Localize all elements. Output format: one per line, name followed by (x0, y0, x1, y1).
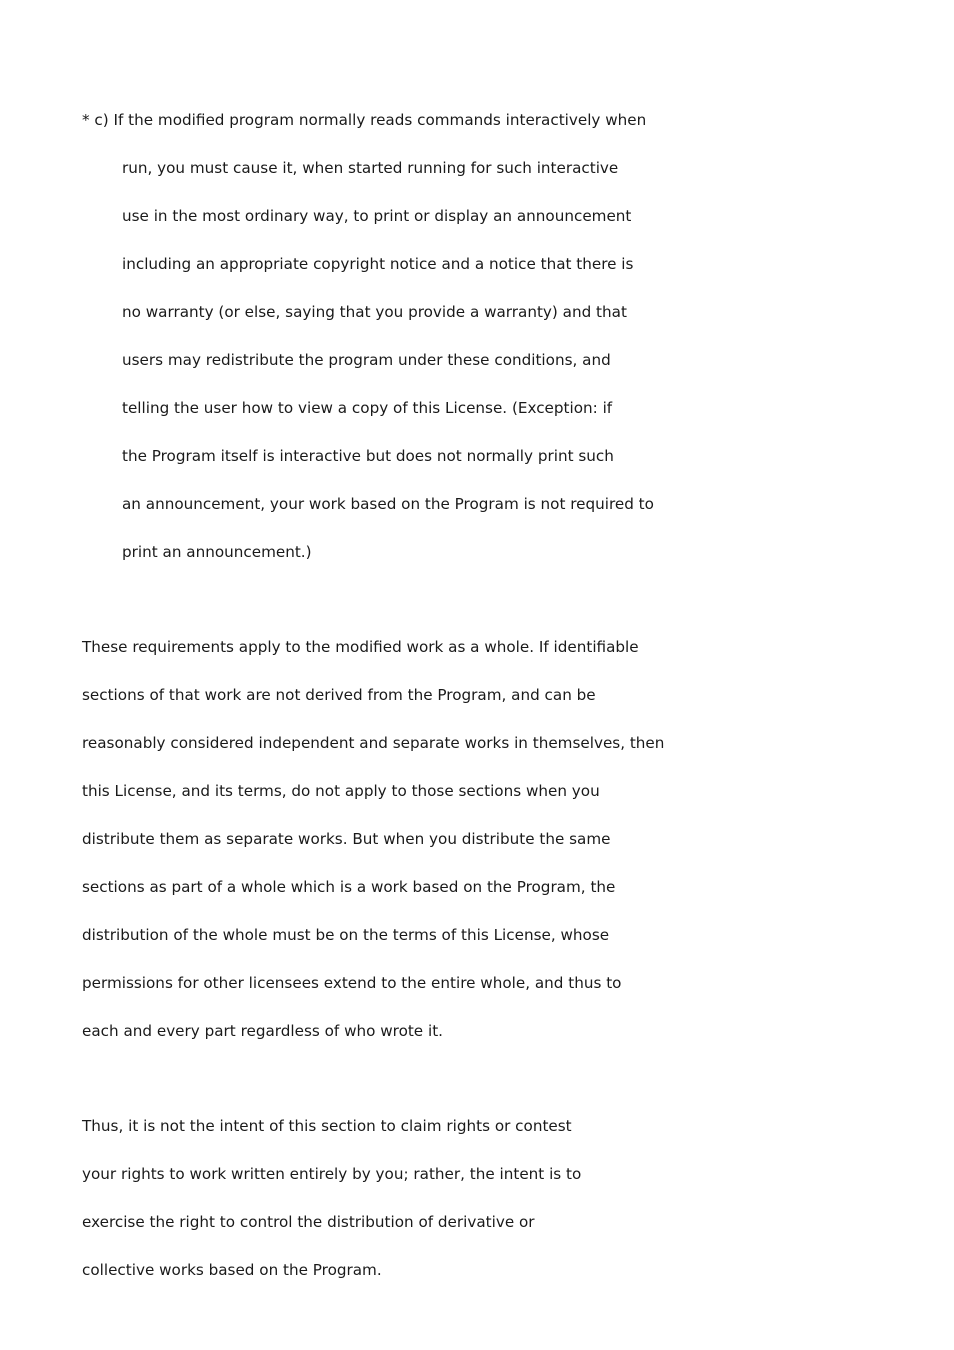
paragraph-1-line: sections of that work are not derived from the Program, and can be (82, 686, 596, 704)
paragraph-1-line: sections as part of a whole which is a work based on the Program, the (82, 878, 616, 896)
item-c-line: use in the most ordinary way, to print or display an announcement (122, 207, 632, 225)
item-c-line: an announcement, your work based on the Program is not required to (122, 495, 654, 513)
item-c-line: no warranty (or else, saying that you provide a warranty) and that (122, 303, 627, 321)
paragraph-1-line: permissions for other licensees extend to the entire whole, and thus to (82, 974, 622, 992)
paragraph-2-line: collective works based on the Program. (82, 1261, 382, 1279)
paragraph-1-line: distribution of the whole must be on the terms of this License, whose (82, 926, 610, 944)
paragraph-2-line: your rights to work written entirely by you; rather, the intent is to (82, 1165, 582, 1183)
paragraph-2-line: Thus, it is not the intent of this section to claim rights or contest (82, 1117, 572, 1135)
item-c-line: telling the user how to view a copy of this License. (Exception: if (122, 399, 613, 417)
paragraph-1-line: reasonably considered independent and separate works in themselves, then (82, 734, 665, 752)
item-c-line: print an announcement.) (122, 543, 312, 561)
paragraph-2-line: exercise the right to control the distribution of derivative or (82, 1213, 535, 1231)
item-c-line: the Program itself is interactive but does not normally print such (122, 447, 614, 465)
item-c-line: including an appropriate copyright notice and a notice that there is (122, 255, 634, 273)
paragraph-1-line: each and every part regardless of who wrote it. (82, 1022, 443, 1040)
item-c-line: run, you must cause it, when started running for such interactive (122, 159, 619, 177)
paragraph-1-line: These requirements apply to the modified work as a whole. If identifiable (82, 638, 639, 656)
item-c-line: users may redistribute the program under these conditions, and (122, 351, 611, 369)
item-c-first-line: * c) If the modified program normally reads commands interactively when (82, 111, 647, 129)
paragraph-1-line: this License, and its terms, do not apply to those sections when you (82, 782, 600, 800)
paragraph-1-line: distribute them as separate works. But when you distribute the same (82, 830, 611, 848)
